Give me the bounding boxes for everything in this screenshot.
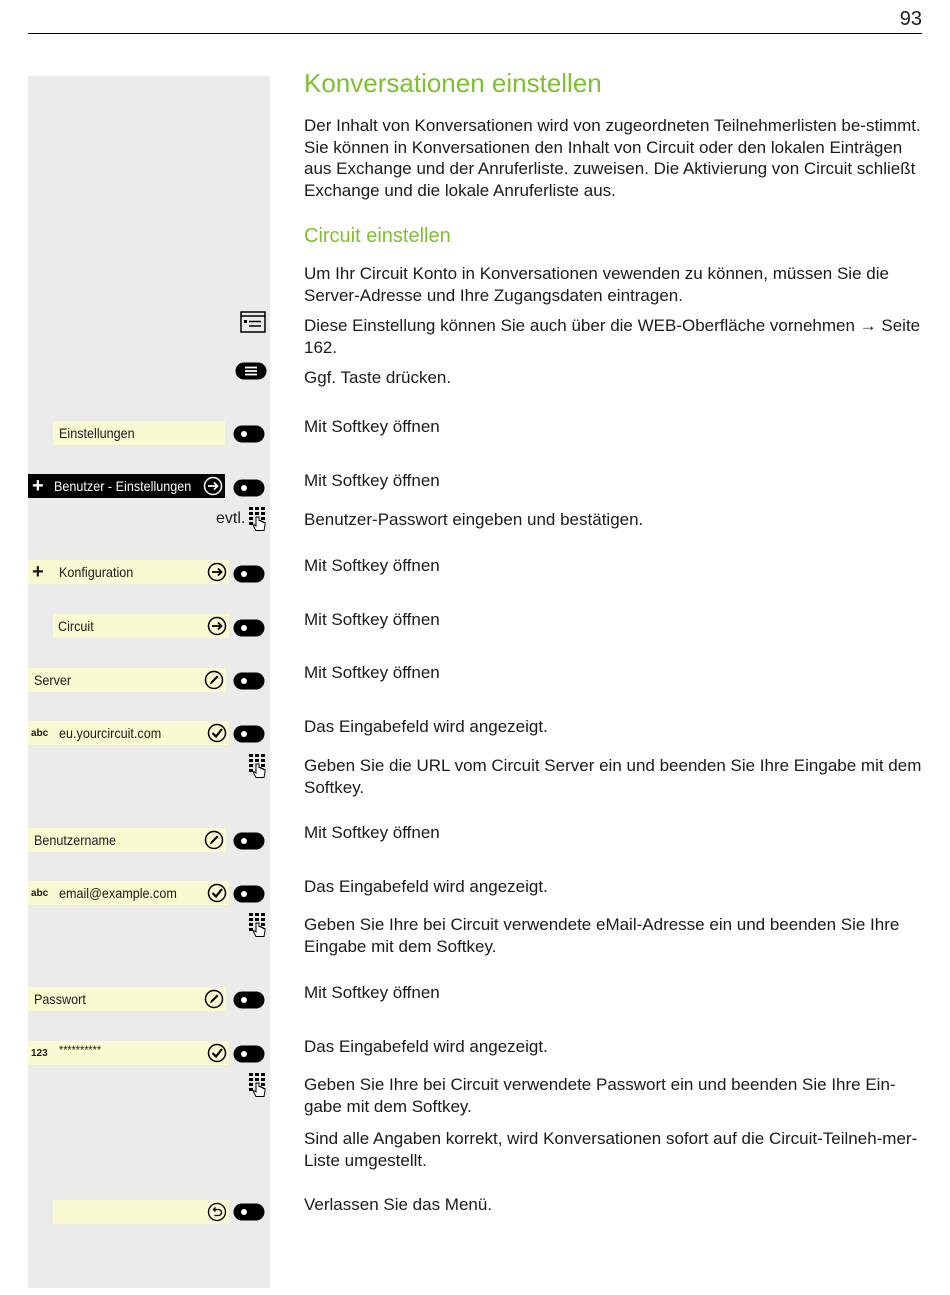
step-text: Mit Softkey öffnen — [304, 983, 440, 1002]
step-text: Mit Softkey öffnen — [304, 823, 440, 842]
menu-item-label: Server — [34, 672, 72, 688]
keypad-icon — [248, 753, 268, 779]
page-number: 93 — [899, 8, 922, 30]
step-text: Das Eingabefeld wird angezeigt. — [304, 1037, 548, 1056]
arrow-right-icon — [207, 562, 227, 582]
pencil-icon — [204, 989, 224, 1009]
menu-item-server[interactable] — [28, 668, 226, 692]
softkey-icon[interactable] — [233, 619, 265, 637]
back-menu-item[interactable] — [53, 1200, 229, 1224]
checkmark-icon — [207, 1043, 227, 1063]
softkey-icon[interactable] — [233, 479, 265, 497]
arrow-right-icon — [207, 616, 227, 636]
server-value: eu.yourcircuit.com — [59, 725, 162, 741]
softkey-icon[interactable] — [233, 832, 265, 850]
section-title: Circuit einstellen — [304, 225, 451, 247]
plus-icon: + — [32, 475, 44, 497]
arrow-right-icon — [203, 476, 223, 496]
step-text: Mit Softkey öffnen — [304, 610, 440, 629]
menu-item-label: Benutzer - Einstellungen — [54, 478, 192, 494]
menu-item-label: Einstellungen — [59, 425, 135, 441]
page-title: Konversationen einstellen — [304, 68, 602, 98]
menu-item-label: Konfiguration — [59, 564, 134, 580]
menu-item-konfiguration[interactable] — [28, 560, 229, 584]
server-field[interactable] — [28, 721, 229, 745]
softkey-icon[interactable] — [233, 425, 265, 443]
plus-icon: + — [32, 561, 44, 583]
menu-item-label: Passwort — [34, 991, 86, 1007]
top-rule — [28, 33, 922, 34]
softkey-icon[interactable] — [233, 885, 265, 903]
menu-item-circuit[interactable] — [53, 614, 229, 638]
step-text: Sind alle Angaben korrekt, wird Konversationen sofort auf die Circuit-Teilneh-mer-Liste umgestellt. — [304, 1129, 918, 1170]
softkey-icon[interactable] — [233, 1203, 265, 1221]
web-interface-icon — [240, 311, 266, 333]
step-text: Um Ihr Circuit Konto in Konversationen vewenden zu können, müssen Sie die Server-Adresse und Ihre Zugangsdaten eintragen. — [304, 264, 889, 305]
step-text: Geben Sie Ihre bei Circuit verwendete Passwort ein und beenden Sie Ihre Ein-gabe mit dem Softkey. — [304, 1075, 896, 1116]
input-mode-label: abc — [31, 727, 49, 739]
step-text: Geben Sie die URL vom Circuit Server ein und beenden Sie Ihre Eingabe mit dem Softkey. — [304, 756, 922, 797]
input-mode-label: 123 — [31, 1048, 48, 1059]
step-text: Das Eingabefeld wird angezeigt. — [304, 717, 548, 736]
step-text: Mit Softkey öffnen — [304, 663, 440, 682]
checkmark-icon — [207, 883, 227, 903]
menu-item-label: Circuit — [58, 618, 94, 634]
softkey-icon[interactable] — [233, 565, 265, 583]
pencil-icon — [204, 670, 224, 690]
keypad-icon — [248, 1072, 268, 1098]
menu-item-label: Benutzername — [34, 832, 116, 848]
intro-text: Der Inhalt von Konversationen wird von zugeordneten Teilnehmerlisten be-stimmt. Sie können in Konversationen den Inhalt von Circuit oder den lokalen Einträgen aus Exchange und der Anruferliste. zuweisen. Die Aktivierung von Circuit schließt Exchange und die lokale Anruferliste aus. — [304, 116, 921, 200]
email-field[interactable] — [28, 881, 229, 905]
optional-label: evtl. — [216, 510, 246, 527]
checkmark-icon — [207, 723, 227, 743]
softkey-icon[interactable] — [233, 1045, 265, 1063]
step-text: Mit Softkey öffnen — [304, 417, 440, 436]
keypad-icon — [248, 506, 268, 532]
step-text: Das Eingabefeld wird angezeigt. — [304, 877, 548, 896]
step-text: Mit Softkey öffnen — [304, 556, 440, 575]
step-text: Benutzer-Passwort eingeben und bestätigen. — [304, 510, 644, 529]
step-text: Ggf. Taste drücken. — [304, 368, 452, 387]
softkey-icon[interactable] — [233, 725, 265, 743]
password-field[interactable] — [28, 1041, 229, 1065]
menu-item-passwort[interactable] — [28, 987, 226, 1011]
email-value: email@example.com — [59, 885, 177, 901]
softkey-icon[interactable] — [233, 991, 265, 1009]
back-icon — [207, 1202, 227, 1222]
input-mode-label: abc — [31, 887, 49, 899]
softkey-icon[interactable] — [233, 672, 265, 690]
password-value: ********** — [59, 1043, 102, 1057]
step-text: Diese Einstellung können Sie auch über die WEB-Oberfläche vornehmen → Seite 162. — [304, 316, 921, 357]
step-text: Verlassen Sie das Menü. — [304, 1195, 493, 1214]
step-text: Geben Sie Ihre bei Circuit verwendete eMail-Adresse ein und beenden Sie Ihre Eingabe mit dem Softkey. — [304, 915, 900, 956]
menu-key-icon[interactable] — [235, 362, 267, 380]
keypad-icon — [248, 912, 268, 938]
menu-item-benutzername[interactable] — [28, 828, 226, 852]
menu-item-einstellungen[interactable] — [53, 421, 225, 445]
menu-item-benutzer-einstellungen[interactable] — [28, 474, 225, 498]
step-text: Mit Softkey öffnen — [304, 471, 440, 490]
pencil-icon — [204, 830, 224, 850]
